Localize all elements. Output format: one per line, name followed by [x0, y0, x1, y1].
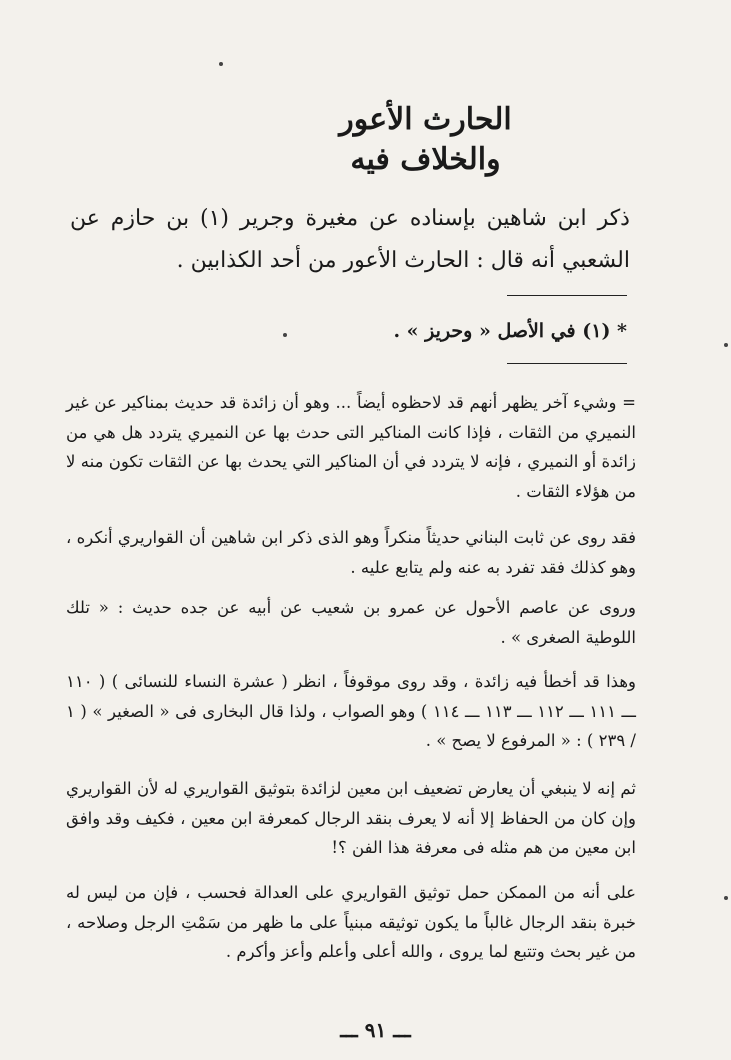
footnote: * (١) في الأصل « وحريز » .	[393, 320, 627, 342]
scan-speck	[219, 62, 223, 66]
footnote-separator-bottom	[507, 363, 627, 364]
continuation-paragraph: على أنه من الممكن حمل توثيق القواريري على العدالة فحسب ، فإن من ليس له خبرة بنقد الرجال غالباً ما يكون توثيقه مبنياً على ما ظهر من سَمْتِ الرجل وصلاحه ، من غير بحث وتتبع لما يروى ، والله أعلى وأعلم وأعز وأكرم .	[66, 883, 636, 961]
footnote-separator-top	[507, 295, 627, 296]
scan-speck	[724, 343, 728, 347]
scan-speck	[724, 896, 728, 900]
continuation-paragraph: وهذا قد أخطأ فيه زائدة ، وقد روى موقوفاً ، انظر ( عشرة النساء للنسائى ) ( ١١٠ ـــ ١١١ ـــ ١١٢ ـــ ١١٣ ـــ ١١٤ ) وهو الصواب ، ولذا قال البخارى فى « الصغير » ( ١ / ٢٣٩ ) : « المرفوع لا يصح » .	[66, 672, 637, 750]
chapter-subtitle: والخلاف فيه	[350, 142, 501, 177]
continuation-paragraph: = وشيء آخر يظهر أنهم قد لاحظوه أيضاً ... وهو أن زائدة قد حديث بمناكير عن غير النميري من الثقات ، فإذا كانت المناكير التى حدث بها عن النميري يتردد هل هي من زائدة أو النميري ، فإنه لا يتردد في أن المناكير التي يحدث بها عن الثقات تكون منه لا من هؤلاء الثقات .	[66, 393, 636, 501]
scan-speck	[283, 333, 287, 337]
page-number: ـــ ٩١ ـــ	[340, 1018, 411, 1042]
continuation-paragraph: وروى عن عاصم الأحول عن عمرو بن شعيب عن أبيه عن جده حديث : « تلك اللوطية الصغرى » .	[66, 598, 636, 647]
continuation-paragraph: فقد روى عن ثابت البناني حديثاً منكراً وهو الذى ذكر ابن شاهين أن القواريري أنكره ، وهو كذلك فقد تفرد به عنه ولم يتابع عليه .	[66, 528, 636, 577]
main-paragraph: ذكر ابن شاهين بإسناده عن مغيرة وجرير (١) بن حازم عن الشعبي أنه قال : الحارث الأعور من أحد الكذابين .	[70, 206, 630, 273]
continuation-paragraph: ثم إنه لا ينبغي أن يعارض تضعيف ابن معين لزائدة بتوثيق القواريري له لأن القواريري وإن كان من الحفاظ إلا أنه لا يعرف بنقد الرجال كمعرفة ابن معين ، فكيف وقد وافق ابن معين من هم مثله فى معرفة هذا الفن ؟!	[66, 779, 636, 857]
chapter-title: الحارث الأعور	[339, 102, 512, 137]
